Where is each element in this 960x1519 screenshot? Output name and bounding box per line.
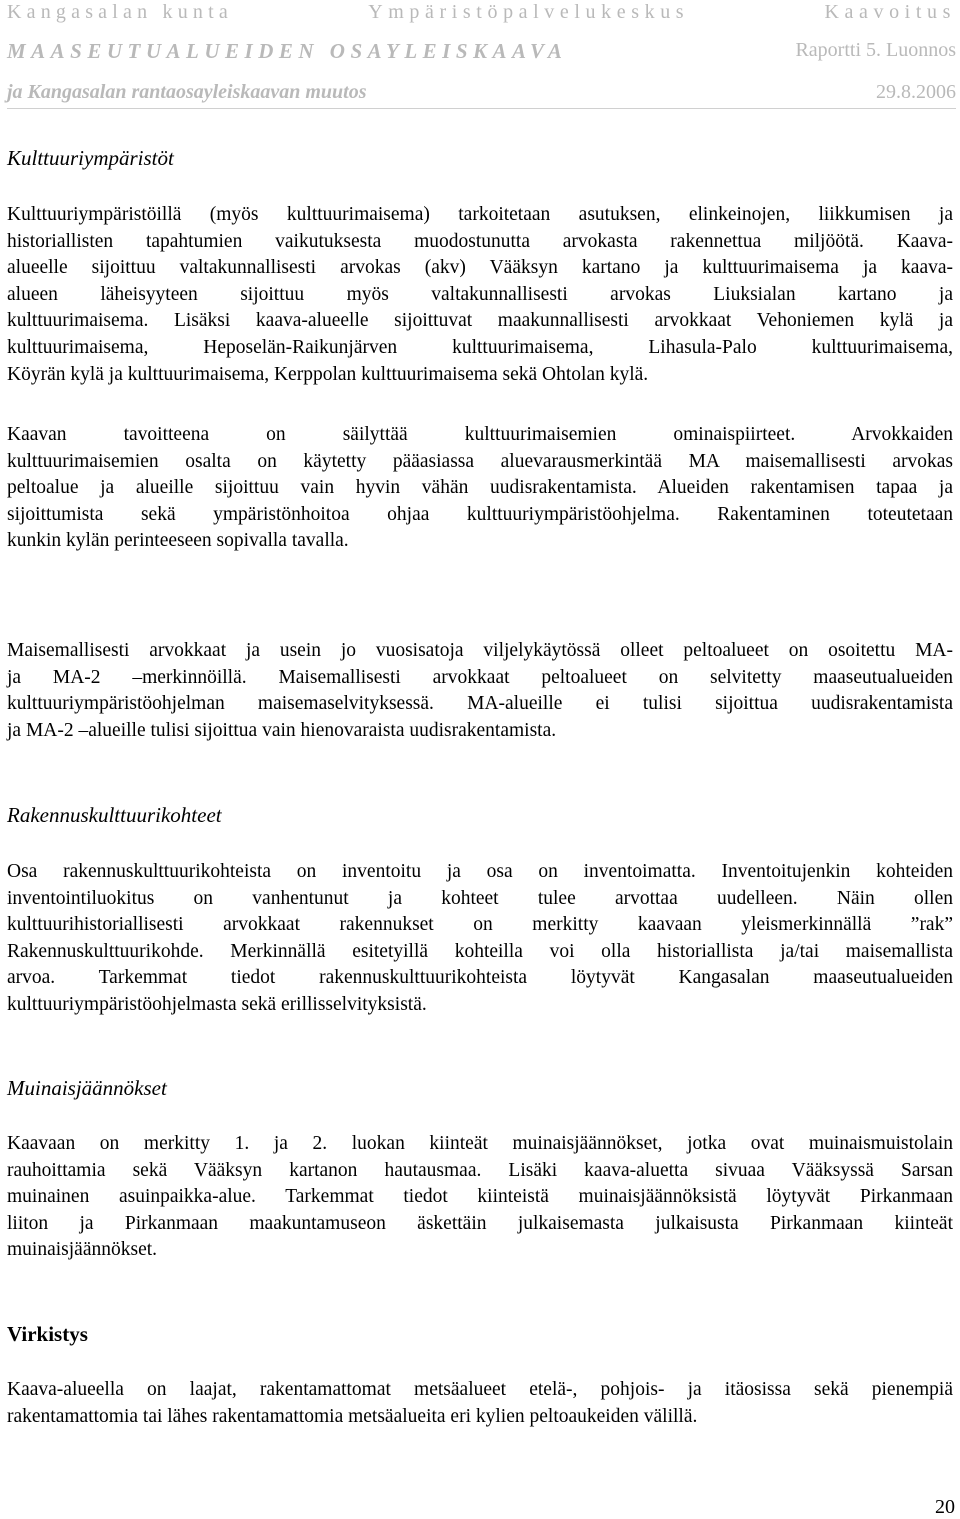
paragraph-virkistys-1	[7, 1377, 953, 1430]
text-line: ja MA-2 –alueille tulisi sijoittua vain hienovaraista uudisrakentamista.	[7, 719, 557, 741]
text-line: muinaisjäännökset.	[7, 1239, 158, 1261]
text-line: kulttuuriympäristöohjelman maisemaselvityksessä. MA-alueille ei tulisi sijoittua uudisrakentamista	[7, 693, 953, 715]
paragraph-kulttuuri-1	[7, 202, 953, 388]
text-line: Rakennuskulttuurikohde. Merkinnällä esitetyillä kohteilla voi olla historiallista ja/tai maisemallista	[7, 940, 953, 962]
text-line: sijoittumista sekä ympäristönhoitoa ohjaa kulttuuriympäristöohjelma. Rakentaminen toteutetaan	[7, 503, 953, 525]
header-row-2	[7, 39, 956, 64]
text-line: kulttuurihistoriallisesti arvokkaat rakennukset on merkitty kaavaan yleismerkinnällä ”rak”	[7, 914, 953, 936]
section-title-rakennuskulttuurikohteet: Rakennuskulttuurikohteet	[7, 803, 222, 827]
text-line: Kaava-alueella on laajat, rakentamattomat metsäalueet etelä-, pohjois- ja itäosissa sekä pienempiä	[7, 1379, 953, 1400]
text-line: kulttuurimaisema. Lisäksi kaava-alueelle sijoittuvat maakunnallisesti arvokkaat Vehoniemen kylä ja	[7, 310, 953, 332]
text-line: Kaavan tavoitteena on säilyttää kulttuurimaisemien ominaispiirteet. Arvokkaiden	[7, 424, 953, 445]
paragraph-kulttuuri-3	[7, 638, 953, 744]
text-line: kulttuurimaisema, Heposelän-Raikunjärven kulttuurimaisema, Lihasula-Palo kulttuurimaisema,	[7, 336, 953, 358]
header-row-1	[7, 1, 956, 24]
text-line: ja MA-2 –merkinnöillä. Maisemallisesti arvokkaat peltoalueet on selvitetty maaseutualueiden	[7, 666, 953, 688]
header-report: Raportti 5. Luonnos	[795, 39, 956, 61]
text-line: kulttuurimaisemien osalta on käytetty pääasiassa aluevarausmerkintää MA maisemallisesti arvokas	[7, 450, 953, 472]
page-number: 20	[935, 1496, 955, 1518]
text-line: inventointiluokitus on vanhentunut ja kohteet tulee arvottaa uudelleen. Näin ollen	[7, 887, 953, 909]
paragraph-kulttuuri-2	[7, 422, 953, 555]
header-plan-subtitle: ja Kangasalan rantaosayleiskaavan muutos	[7, 81, 367, 103]
text-line: muinainen asuinpaikka-alue. Tarkemmat tiedot kiinteistä muinaisjäännöksistä löytyvät Pirkanmaan	[7, 1186, 953, 1208]
text-line: liiton ja Pirkanmaan maakuntamuseon äskettäin julkaisemasta julkaisusta Pirkanmaan kiinteät	[7, 1212, 953, 1234]
header-department: Ympäristöpalvelukeskus	[368, 1, 690, 23]
text-line: Köyrän kylä ja kulttuurimaisema, Kerppolan kulttuurimaisema sekä Ohtolan kylä.	[7, 363, 649, 385]
header-plan-title: MAASEUTUALUEIDEN OSAYLEISKAAVA	[7, 39, 568, 63]
text-line: kulttuuriympäristöohjelmasta sekä erillisselvityksistä.	[7, 993, 427, 1015]
header-date: 29.8.2006	[876, 81, 956, 103]
text-line: historiallisten tapahtumien vaikutuksesta muodostunutta arvokasta rakennettua miljöötä. Kaava-	[7, 230, 953, 252]
section-title-virkistys: Virkistys	[7, 1322, 88, 1346]
paragraph-muinais-1	[7, 1131, 953, 1264]
section-title-muinaisjaannokset: Muinaisjäännökset	[7, 1076, 167, 1100]
section-title-kulttuuriymparistot: Kulttuuriympäristöt	[7, 146, 174, 170]
header-row-3	[7, 81, 956, 104]
header-unit: Kaavoitus	[824, 1, 956, 23]
text-line: alueelle sijoittuu valtakunnallisesti arvokas (akv) Vääksyn kartano ja kulttuurimaisema ja kaava-	[7, 257, 953, 279]
text-line: arvoa. Tarkemmat tiedot rakennuskulttuurikohteista löytyvät Kangasalan maaseutualueiden	[7, 967, 953, 989]
text-line: Maisemallisesti arvokkaat ja usein jo vuosisatoja viljelykäytössä olleet peltoalueet on osoitettu MA-	[7, 640, 953, 661]
text-line: Osa rakennuskulttuurikohteista on inventoitu ja osa on inventoimatta. Inventoitujenkin kohteiden	[7, 861, 953, 882]
text-line: rauhoittamia sekä Vääksyn kartanon hautausmaa. Lisäki kaava-aluetta sivuaa Vääksyssä Sarsan	[7, 1159, 953, 1181]
paragraph-rakennus-1	[7, 859, 953, 1019]
text-line: peltoalue ja alueille sijoittuu vain hyvin vähän uudisrakentamista. Alueiden rakentamisen tapaa ja	[7, 477, 953, 499]
text-line: kunkin kylän perinteeseen sopivalla tavalla.	[7, 530, 349, 552]
text-line: alueen läheisyyteen sijoittuu myös valtakunnallisesti arvokas Liuksialan kartano ja	[7, 283, 953, 305]
text-line: Kaavaan on merkitty 1. ja 2. luokan kiinteät muinaisjäännökset, jotka ovat muinaismuistolain	[7, 1133, 953, 1154]
header-divider	[7, 108, 956, 109]
text-line: Kulttuuriympäristöillä (myös kulttuurimaisema) tarkoitetaan asutuksen, elinkeinojen, liikkumisen ja	[7, 204, 953, 225]
text-line: rakentamattomia tai lähes rakentamattomia metsäalueita eri kylien peltoaukeiden välillä.	[7, 1405, 698, 1427]
header-municipality: Kangasalan kunta	[7, 1, 233, 23]
